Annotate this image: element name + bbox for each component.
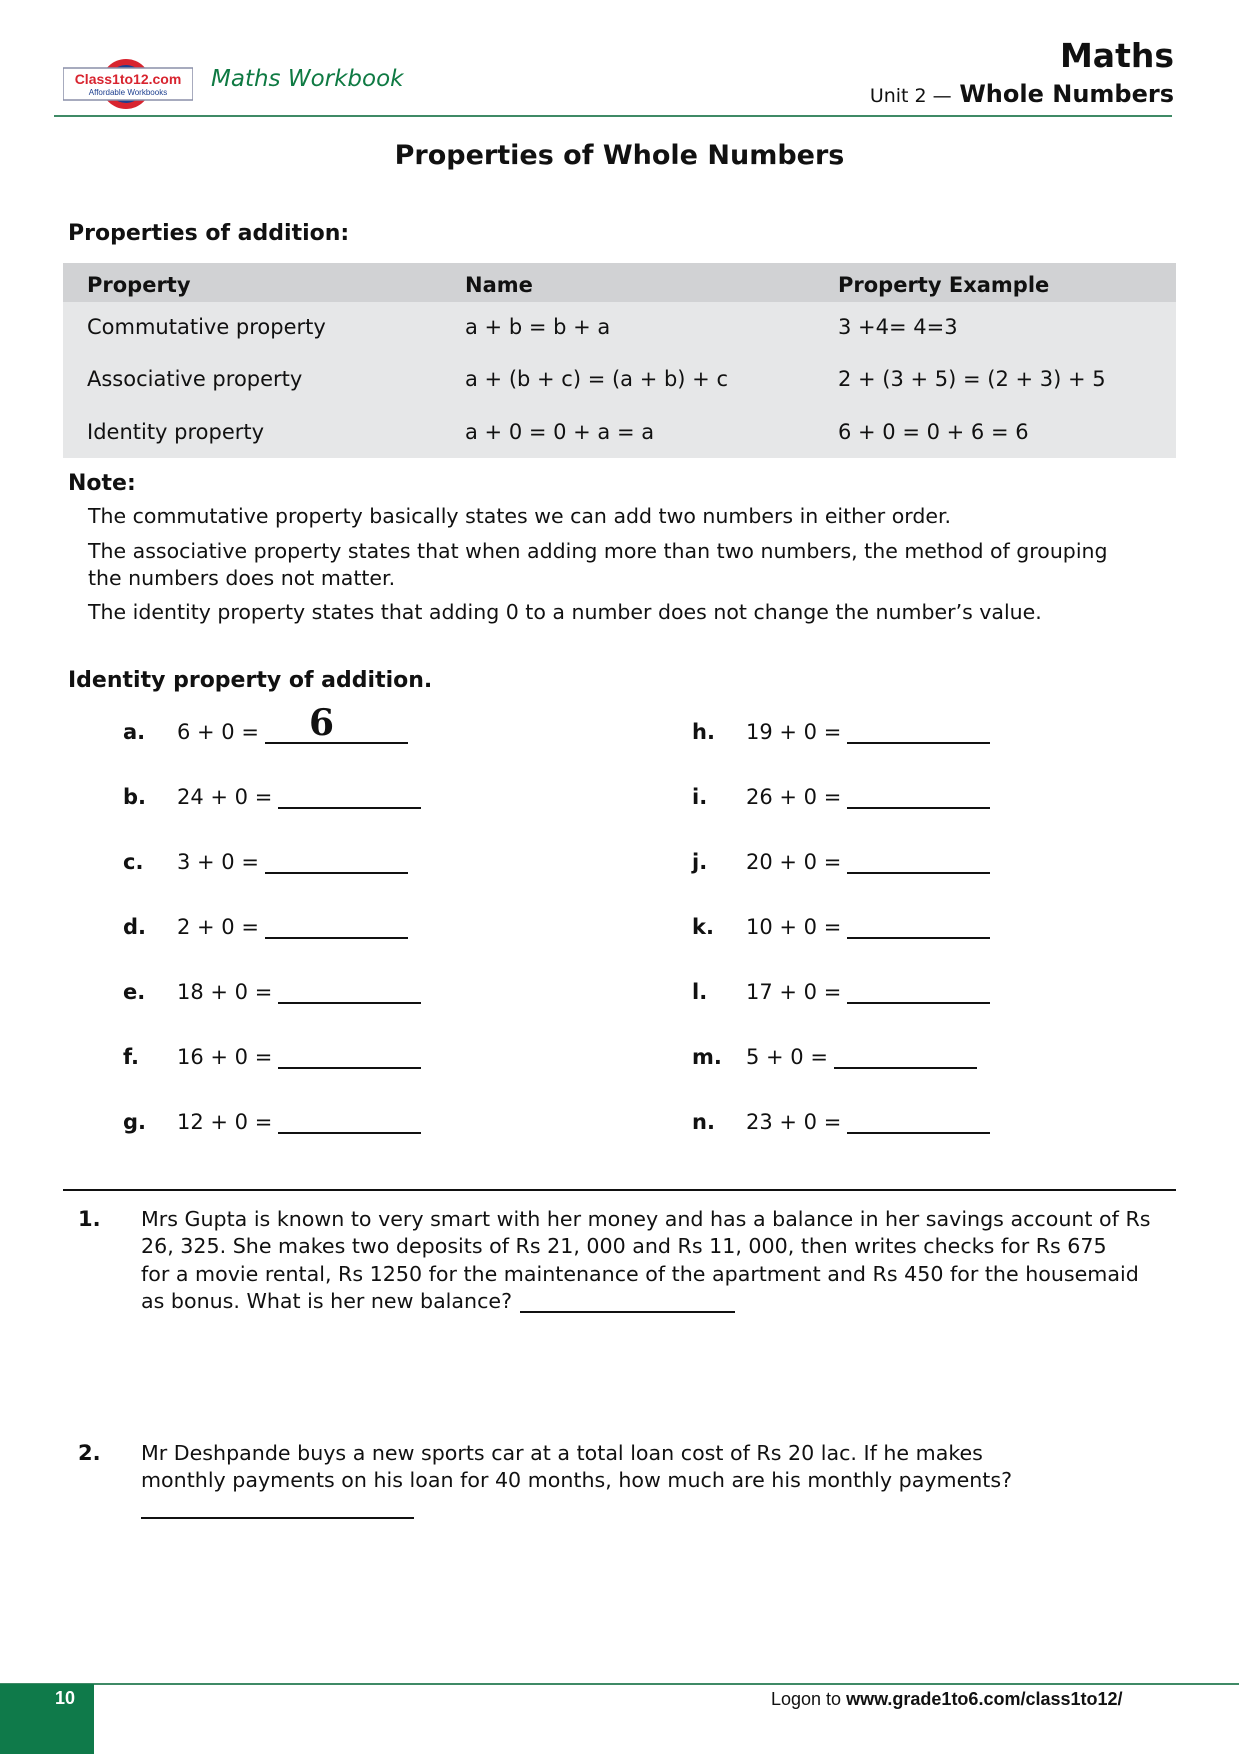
equation-text: 18 + 0 = — [177, 980, 273, 1004]
answer-blank[interactable] — [278, 1045, 421, 1069]
table-cell: 6 + 0 = 0 + 6 = 6 — [838, 420, 1029, 444]
unit-prefix: Unit 2 — — [869, 85, 952, 107]
item-equation — [746, 785, 990, 809]
class1to12-logo — [63, 58, 193, 110]
answer-blank[interactable] — [834, 1045, 977, 1069]
item-letter: h. — [692, 720, 715, 744]
item-letter: g. — [123, 1110, 147, 1134]
unit-title — [870, 80, 1174, 108]
answer-blank[interactable] — [847, 915, 990, 939]
exercise-item — [123, 785, 453, 815]
item-letter: f. — [123, 1045, 139, 1069]
page-number: 10 — [54, 1688, 76, 1708]
exercise-item — [123, 850, 453, 880]
item-letter: m. — [692, 1045, 722, 1069]
equation-text: 6 + 0 = — [177, 720, 259, 744]
equation-text: 12 + 0 = — [177, 1110, 273, 1134]
footer-link[interactable]: www.grade1to6.com/class1to12/ — [846, 1689, 1123, 1709]
table-cell: 3 +4= 4=3 — [838, 315, 958, 339]
equation-text: 5 + 0 = — [746, 1045, 828, 1069]
column-header: Property Example — [838, 273, 1050, 297]
question-number: 1. — [78, 1207, 101, 1231]
subject-title: Maths — [1059, 36, 1174, 75]
item-equation — [177, 980, 421, 1004]
addition-heading: Properties of addition: — [68, 221, 350, 246]
item-letter: k. — [692, 915, 714, 939]
exercise-item — [692, 720, 1022, 750]
question-1-last-line — [141, 1289, 735, 1313]
exercise-item — [123, 1045, 453, 1075]
footer-logon — [771, 1689, 1123, 1710]
equation-text: 17 + 0 = — [746, 980, 842, 1004]
table-cell: Commutative property — [87, 315, 326, 339]
question-line: for a movie rental, Rs 1250 for the maintenance of the apartment and Rs 450 for the housemaid — [141, 1262, 1139, 1286]
properties-table — [63, 263, 1176, 458]
section-divider — [63, 1189, 1176, 1191]
exercise-item — [692, 1110, 1022, 1140]
brand-title: Maths Workbook — [211, 66, 404, 92]
exercise-item — [123, 702, 453, 750]
answer-blank[interactable] — [520, 1291, 735, 1313]
equation-text: 3 + 0 = — [177, 850, 259, 874]
equation-text: 10 + 0 = — [746, 915, 842, 939]
table-cell: Associative property — [87, 367, 303, 391]
answer-blank[interactable] — [265, 915, 408, 939]
note-label: Note: — [68, 471, 136, 496]
answer-blank[interactable] — [265, 850, 408, 874]
table-cell: a + (b + c) = (a + b) + c — [465, 367, 728, 391]
note-line: The associative property states that when adding more than two numbers, the method of grouping — [88, 539, 1108, 563]
item-equation — [746, 720, 990, 744]
item-letter: e. — [123, 980, 146, 1004]
header-divider — [54, 115, 1172, 117]
answer-blank[interactable] — [278, 1110, 421, 1134]
unit-name: Whole Numbers — [959, 80, 1174, 108]
item-equation — [177, 850, 408, 874]
item-letter: c. — [123, 850, 144, 874]
answer-blank[interactable] — [847, 720, 990, 744]
item-equation — [177, 702, 408, 744]
answer-blank[interactable] — [278, 785, 421, 809]
table-cell: Identity property — [87, 420, 265, 444]
exercise-item — [692, 850, 1022, 880]
answer-blank[interactable] — [265, 702, 408, 744]
logon-prefix: Logon to — [771, 1689, 847, 1709]
exercise-item — [123, 915, 453, 945]
equation-text: 2 + 0 = — [177, 915, 259, 939]
item-equation — [746, 1045, 977, 1069]
answer-blank[interactable] — [847, 980, 990, 1004]
question-number: 2. — [78, 1441, 101, 1465]
equation-text: 16 + 0 = — [177, 1045, 273, 1069]
equation-text: 24 + 0 = — [177, 785, 273, 809]
column-header: Property — [87, 273, 191, 297]
item-equation — [746, 915, 990, 939]
note-line: the numbers does not matter. — [88, 566, 396, 590]
equation-text: 26 + 0 = — [746, 785, 842, 809]
exercise-item — [692, 785, 1022, 815]
question-line: as bonus. What is her new balance? — [141, 1289, 512, 1313]
answer-value: 6 — [308, 702, 335, 744]
answer-blank[interactable] — [847, 785, 990, 809]
page-title: Properties of Whole Numbers — [394, 140, 845, 171]
note-line: The commutative property basically states we can add two numbers in either order. — [88, 504, 952, 528]
item-equation — [177, 785, 421, 809]
exercise-heading: Identity property of addition. — [68, 668, 433, 693]
answer-blank[interactable] — [278, 980, 421, 1004]
equation-text: 20 + 0 = — [746, 850, 842, 874]
table-cell: a + 0 = 0 + a = a — [465, 420, 655, 444]
exercise-item — [692, 980, 1022, 1010]
question-line: Mrs Gupta is known to very smart with her money and has a balance in her savings account of Rs — [141, 1207, 1151, 1231]
table-cell: a + b = b + a — [465, 315, 611, 339]
question-line: 26, 325. She makes two deposits of Rs 21, 000 and Rs 11, 000, then writes checks for Rs 675 — [141, 1234, 1107, 1258]
exercise-item — [123, 1110, 453, 1140]
item-equation — [177, 1045, 421, 1069]
item-equation — [746, 1110, 990, 1134]
item-letter: a. — [123, 720, 146, 744]
item-letter: d. — [123, 915, 147, 939]
question-line: monthly payments on his loan for 40 months, how much are his monthly payments? — [141, 1468, 1013, 1492]
item-equation — [746, 980, 990, 1004]
answer-blank[interactable] — [847, 850, 990, 874]
svg-text:Class1to12.com: Class1to12.com — [74, 71, 182, 87]
answer-blank[interactable] — [141, 1517, 414, 1519]
item-equation — [177, 915, 408, 939]
item-letter: l. — [692, 980, 708, 1004]
item-letter: n. — [692, 1110, 715, 1134]
item-letter: j. — [692, 850, 708, 874]
question-line: Mr Deshpande buys a new sports car at a total loan cost of Rs 20 lac. If he makes — [141, 1441, 983, 1465]
equation-text: 19 + 0 = — [746, 720, 842, 744]
item-letter: i. — [692, 785, 708, 809]
footer-divider — [0, 1683, 1239, 1685]
exercise-item — [123, 980, 453, 1010]
item-letter: b. — [123, 785, 147, 809]
equation-text: 23 + 0 = — [746, 1110, 842, 1134]
exercise-item — [692, 915, 1022, 945]
answer-blank[interactable] — [847, 1110, 990, 1134]
exercise-item — [692, 1045, 1022, 1075]
table-cell: 2 + (3 + 5) = (2 + 3) + 5 — [838, 367, 1106, 391]
column-header: Name — [465, 273, 533, 297]
item-equation — [746, 850, 990, 874]
note-line: The identity property states that adding 0 to a number does not change the number’s value. — [88, 600, 1042, 624]
svg-text:Affordable Workbooks: Affordable Workbooks — [88, 88, 168, 97]
item-equation — [177, 1110, 421, 1134]
